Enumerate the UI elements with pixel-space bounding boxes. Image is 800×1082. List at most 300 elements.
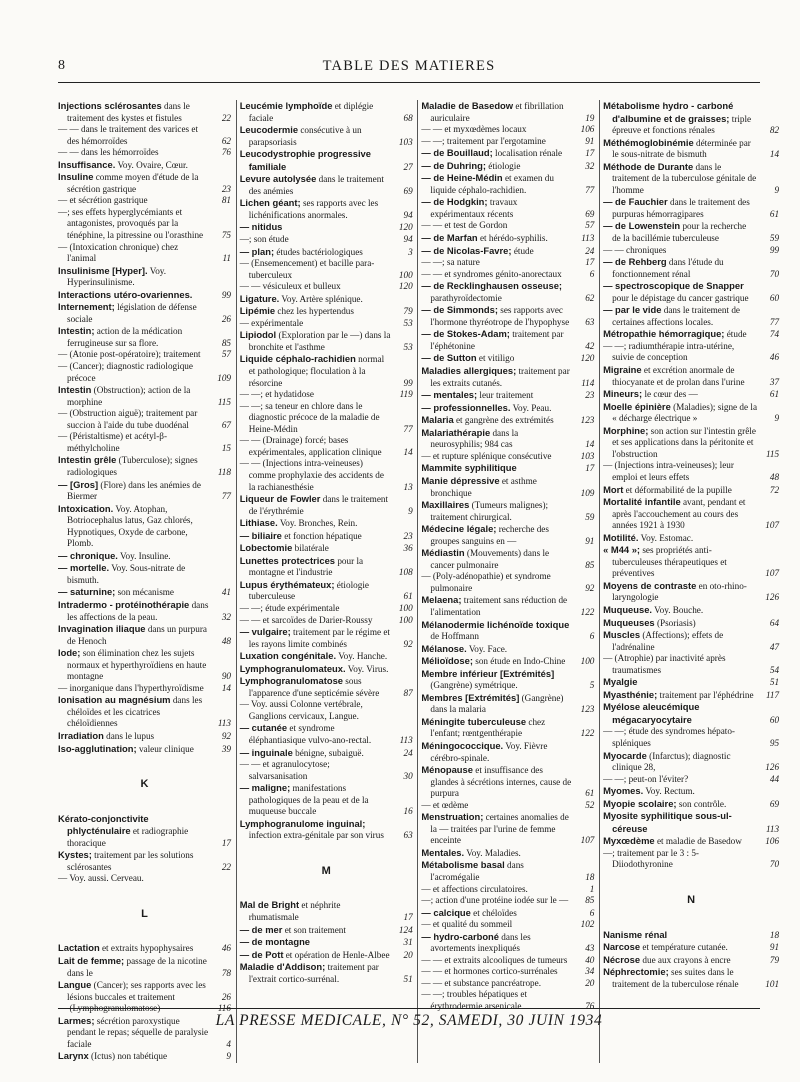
entry-text: valeur clinique [136, 743, 194, 754]
index-entry [603, 848, 779, 871]
entry-page-number: 78 [221, 967, 231, 978]
entry-page-number: 24 [403, 747, 413, 758]
index-entry [421, 919, 594, 931]
entry-page-number: 92 [585, 582, 595, 593]
entry-text: de Hoffmann [430, 631, 479, 642]
entry-text: ses propriétés anti-tuberculeuses thérapeutiques et préventives [612, 545, 727, 579]
entry-text: bénigne, subaiguë. [292, 747, 364, 758]
entry-heading: Kérato-conjonctivite phlycténulaire [58, 812, 149, 837]
entry-text: action de la médication ferrugineuse sur sa flore. [67, 326, 183, 348]
entry-heading: — de Bouillaud; [421, 147, 493, 159]
index-entry [421, 931, 594, 955]
entry-heading: Interactions utéro-ovariennes. [58, 288, 193, 300]
entry-page-number: 81 [221, 195, 231, 206]
index-entry [240, 305, 413, 318]
index-entry [240, 782, 413, 818]
entry-heading: — de Marfan [421, 232, 478, 244]
entry-heading: Métabolisme basal [421, 859, 505, 871]
entry-page-number: 68 [403, 112, 413, 123]
entry-page-number: 17 [585, 463, 595, 474]
entry-page-number: 74 [769, 329, 780, 340]
index-entry [603, 496, 779, 532]
entry-page-number: 57 [221, 349, 231, 360]
entry-text: Voy. Fièvre cérébro-spinale. [430, 740, 548, 763]
entry-text: dans les chéloïdes et les cicatrices chéloïdiennes [67, 695, 203, 729]
index-entry [421, 280, 594, 304]
entry-text: — —; étude des syndromes hépato-spléniques [603, 726, 735, 748]
entry-text: — —; sa nature [421, 257, 480, 268]
entry-heading: — par le vide [603, 304, 662, 316]
index-entry [240, 722, 413, 746]
entry-heading: — de Stokes-Adam; [421, 328, 510, 340]
entry-heading: Myocarde [603, 749, 647, 761]
entry-heading: Lobectomie [239, 542, 293, 554]
entry-page-number: 41 [221, 587, 231, 598]
entry-text: déterminée par le sous-nitrate de bismuth [612, 137, 751, 160]
entry-heading: Myosite syphilitique sous-ul-céreuse [603, 810, 732, 834]
entry-text: traitement par l'extrait cortico-surrénal. [248, 962, 379, 984]
entry-heading: Muqueuses [603, 616, 655, 628]
entry-text: — — (Injections intra-veineuses) comme prophylaxie des accidents de la rachianesthésie [239, 458, 384, 492]
entry-heading: — hydro-carboné [421, 930, 499, 942]
entry-text: recherche des groupes sanguins en — [430, 524, 549, 546]
entry-heading: Mélanose. [421, 642, 467, 654]
index-entry [421, 847, 594, 860]
index-entry [58, 207, 231, 242]
index-entry [603, 966, 779, 990]
section-letter: K [140, 778, 149, 791]
entry-text: et radiographie thoracique [67, 826, 189, 848]
entry-text: et déformabilité de la pupille [623, 484, 732, 495]
index-entry [58, 873, 231, 885]
index-entry [421, 499, 594, 523]
entry-page-number: 95 [769, 737, 780, 748]
entry-heading: Métabolisme hydro - carboné d'albumine et de graisses; [603, 100, 734, 124]
entry-page-number: 92 [403, 638, 413, 649]
index-entry [603, 750, 779, 774]
entry-page-number: 94 [403, 209, 413, 220]
entry-heading: Moyens de contraste [603, 579, 697, 591]
index-entry [603, 137, 779, 161]
index-entry [421, 475, 594, 499]
entry-heading: — saturnine; [58, 586, 116, 598]
index-entry [58, 124, 231, 147]
index-entry [58, 454, 231, 478]
entry-page-number: 51 [403, 973, 413, 984]
entry-heading: Ionisation au magnésium [58, 694, 171, 706]
entry-text: — et sécrétion gastrique [58, 195, 148, 206]
entry-text: et son traitement [282, 924, 346, 935]
index-entry [58, 849, 231, 873]
entry-text: — — et myxœdèmes locaux [421, 124, 527, 135]
index-entry [421, 257, 594, 269]
entry-heading: Ligature. [239, 292, 280, 304]
entry-text: —; son étude [239, 234, 289, 245]
entry-page-number: 120 [580, 353, 595, 364]
entry-heading: Insulinisme [Hyper]. [58, 264, 148, 276]
index-entry [58, 242, 231, 265]
index-entry [240, 493, 413, 517]
index-entry [58, 195, 231, 207]
entry-page-number: 126 [765, 592, 780, 603]
entry-text: et extraits hypophysaires [99, 943, 194, 954]
index-entry [603, 617, 779, 630]
entry-heading: Morphine; [603, 424, 649, 436]
entry-text: dans le traitement de la tuberculose génitale de l'homme [612, 161, 757, 195]
entry-page-number: 26 [221, 313, 231, 324]
entry-page-number: 9 [774, 184, 780, 195]
entry-text: dans la neurosyphilis; 984 cas [430, 427, 519, 450]
index-entry [603, 653, 779, 676]
entry-text: études bactériologiques [274, 246, 363, 257]
index-entry [240, 626, 413, 650]
entry-page-number: 101 [765, 978, 780, 989]
index-entry [240, 675, 413, 699]
index-entry [240, 246, 413, 259]
index-entry [421, 100, 594, 124]
entry-heading: Maxillaires [421, 499, 470, 511]
entry-text: (Tuberculose); signes radiologiques [67, 455, 198, 477]
index-entry [603, 341, 779, 364]
entry-text: (Mouvements) dans le cancer pulmonaire [430, 548, 550, 570]
entry-page-number: 9 [226, 1051, 231, 1062]
entry-text: pour le dépistage du cancer gastrique [612, 292, 749, 303]
entry-page-number: 26 [221, 991, 231, 1002]
entry-text: — — (Drainage) forcé; bases expérimentales, application clinique [239, 435, 382, 457]
entry-text: due aux crayons à encre [640, 954, 731, 965]
entry-page-number: 6 [589, 907, 595, 918]
entry-text: — — dans les hémorroïdes [58, 147, 159, 158]
entry-page-number: 116 [217, 1003, 231, 1014]
entry-text: Voy. Face. [466, 643, 508, 654]
entry-heading: Intestin [58, 384, 92, 396]
entry-heading: Iso-agglutination; [58, 742, 137, 754]
entry-text: manifestations pathologiques de la peau et de la muqueuse buccale [248, 783, 369, 817]
entry-page-number: 61 [403, 591, 413, 602]
index-entry [240, 517, 413, 530]
entry-heading: Mineurs; [603, 388, 643, 400]
index-entry [603, 785, 779, 798]
index-entry [421, 427, 594, 451]
entry-heading: Invagination iliaque [58, 623, 146, 635]
entry-page-number: 54 [769, 664, 780, 675]
entry-heading: Internement; [58, 301, 115, 313]
index-entry [421, 643, 594, 656]
index-entry [58, 743, 231, 756]
entry-heading: Larynx [58, 1050, 89, 1062]
entry-heading: — cutanée [239, 722, 288, 734]
index-entry [240, 530, 413, 543]
entry-text: pour la recherche de la bacillémie tuberculeuse [612, 221, 747, 244]
index-entry [603, 100, 779, 137]
entry-text: — (Atrophie) par inactivité après traumatismes [603, 653, 726, 675]
entry-heading: Méthode de Durante [603, 160, 694, 172]
index-entry [58, 147, 231, 159]
index-entry [603, 280, 779, 304]
entry-text: traitement par le régime et les rayons limite combinés [248, 627, 390, 649]
entry-page-number: 69 [403, 185, 413, 196]
entry-page-number: 22 [221, 861, 231, 872]
index-entry [603, 196, 779, 220]
entry-heading: Médiastin [421, 547, 465, 559]
entry-heading: Insuline [58, 171, 94, 183]
entry-text: (Flore) dans les anémies de Biermer [67, 479, 201, 502]
entry-page-number: 94 [403, 234, 413, 245]
entry-text: leur traitement [477, 390, 534, 401]
index-entry [240, 100, 413, 124]
entry-page-number: 22 [221, 112, 231, 123]
index-entry [240, 899, 413, 923]
entry-text: — — et hormones cortico-surrénales [421, 966, 558, 977]
entry-heading: Maladie d'Addison; [239, 961, 326, 973]
index-entry [240, 747, 413, 760]
entry-text: — —; peut-on l'éviter? [603, 773, 689, 784]
index-entry [603, 941, 779, 954]
entry-text: dans les affections de la peau. [67, 599, 209, 622]
entry-text: — — et extraits alcooliques de tumeurs [421, 954, 568, 965]
entry-text: certaines anomalies de la — traitées par l'urine de femme enceinte [430, 812, 569, 846]
entry-page-number: 60 [769, 714, 780, 725]
entry-page-number: 20 [585, 977, 595, 988]
index-entry [240, 401, 413, 436]
entry-page-number: 124 [398, 924, 413, 935]
entry-text: Voy. Maladies. [464, 847, 521, 858]
index-entry [603, 676, 779, 689]
entry-page-number: 75 [221, 230, 231, 241]
entry-page-number: 67 [221, 419, 231, 430]
index-entry [58, 408, 231, 431]
entry-heading: Médecine légale; [421, 523, 497, 535]
index-entry [240, 234, 413, 246]
entry-heading: Langue [58, 979, 92, 991]
entry-heading: Intradermo - protéinothérapie [58, 598, 190, 610]
entry-text: et fonction hépatique [281, 530, 362, 541]
entry-page-number: 47 [769, 641, 780, 652]
entry-text: et examen du liquide céphalo-rachidien. [430, 173, 554, 195]
entry-page-number: 120 [398, 281, 413, 292]
entry-page-number: 16 [403, 806, 413, 817]
entry-page-number: 57 [585, 220, 595, 231]
entry-page-number: 106 [580, 124, 595, 135]
entry-text: —; action d'une protéine iodée sur le — [421, 895, 569, 906]
entry-heading: Irradiation [58, 729, 104, 741]
entry-page-number: 85 [585, 559, 595, 570]
index-entry [58, 265, 231, 289]
entry-page-number: 23 [221, 183, 231, 194]
entry-page-number: 77 [585, 184, 595, 195]
entry-text: sécrétion paroxystique pendant le repas; séquelle de paralysie faciale [67, 1015, 209, 1049]
entry-heading: — maligne; [239, 782, 291, 794]
entry-page-number: 76 [585, 1001, 595, 1012]
entry-text: sous l'apparence d'une septicémie sévère [248, 676, 380, 698]
entry-page-number: 70 [769, 268, 780, 279]
entry-page-number: 59 [769, 233, 780, 244]
entry-page-number: 6 [589, 631, 595, 642]
entry-page-number: 15 [221, 442, 231, 453]
entry-heading: — de Heine-Médin [421, 172, 503, 184]
entry-page-number: 107 [765, 520, 780, 531]
entry-heading: Lipémie [239, 305, 276, 317]
index-entry [421, 764, 594, 800]
entry-page-number: 17 [221, 837, 231, 848]
entry-text: ses rapports avec les lichénifications anormales. [248, 198, 379, 220]
entry-text: traitement sans réduction de l'alimentation [430, 595, 568, 617]
entry-text: consécutive à un parapsoriasis [248, 125, 362, 147]
entry-page-number: 13 [403, 481, 413, 492]
index-entry [240, 924, 413, 937]
entry-heading: Lunettes protectrices [239, 554, 336, 566]
index-entry [240, 124, 413, 148]
entry-page-number: 108 [398, 567, 413, 578]
entry-text: triple épreuve et fonctions rénales [612, 113, 752, 136]
entry-heading: Kystes; [58, 849, 92, 861]
index-entry [421, 692, 594, 716]
index-entry [603, 364, 779, 388]
index-entry [240, 435, 413, 458]
index-entry [58, 289, 231, 302]
entry-text: — (Ensemencement) et bacille para-tuberculeux [239, 258, 375, 280]
entry-heading: Mentales. [421, 846, 465, 858]
entry-page-number: 46 [769, 352, 780, 363]
index-entry [421, 220, 594, 232]
entry-text: localisation rénale [492, 148, 563, 159]
entry-page-number: 14 [403, 446, 413, 457]
index-entry [240, 293, 413, 306]
entry-heading: Lymphogranulomatose [239, 675, 343, 687]
entry-page-number: 4 [226, 1038, 231, 1049]
entry-text: son action sur l'intestin grêle et ses applications dans la péritonite et l'obstruction [612, 425, 756, 459]
entry-heading: Injections sclérosantes [58, 100, 162, 111]
entry-page-number: 91 [585, 535, 595, 546]
entry-text: dans le traitement des purpuras hémorragipares [612, 197, 750, 219]
entry-page-number: 32 [585, 160, 595, 171]
index-column-1 [58, 100, 231, 1063]
entry-page-number: 17 [585, 148, 595, 159]
section-letter: N [687, 894, 696, 906]
entry-page-number: 51 [769, 677, 780, 688]
entry-page-number: 61 [769, 389, 780, 400]
index-entry [240, 650, 413, 663]
index-entry [421, 895, 594, 907]
entry-page-number: 42 [585, 340, 595, 351]
index-entry [58, 562, 231, 586]
entry-heading: Mélanodermie lichénoïde toxique [421, 618, 570, 630]
entry-heading: Néphrectomie; [603, 966, 669, 978]
entry-page-number: 11 [222, 253, 231, 264]
entry-page-number: 91 [585, 135, 595, 146]
entry-text: — inorganique dans l'hyperthyroïdisme [58, 682, 204, 693]
index-entry [603, 544, 779, 580]
index-entry [421, 571, 594, 594]
entry-text: — expérimentale [239, 317, 304, 328]
entry-heading: — de mer [239, 923, 283, 935]
index-entry [421, 966, 594, 978]
index-entry [240, 318, 413, 330]
index-entry [58, 942, 231, 955]
index-entry [603, 460, 779, 483]
entry-text: Voy. Hyperinsulinisme. [67, 265, 167, 288]
entry-text: — —; et hydatidose [239, 389, 314, 400]
entry-page-number: 62 [221, 135, 231, 146]
entry-text: — (Atonie post-opératoire); traitement [58, 349, 201, 360]
index-entry [421, 328, 594, 352]
index-entry [603, 629, 779, 653]
entry-text: dans le traitement de l'érythrémie [248, 494, 389, 516]
entry-text: traitement par les extraits cutanés. [430, 366, 570, 388]
page-footer [58, 1008, 760, 1033]
entry-heading: Myalgie [603, 676, 638, 688]
entry-page-number: 14 [585, 439, 595, 450]
entry-text: étude [724, 329, 747, 340]
index-entry [421, 859, 594, 883]
entry-heading: Intoxication. [58, 502, 114, 514]
entry-heading: — calcique [421, 906, 471, 918]
entry-heading: — de Fauchier [603, 196, 668, 208]
index-entry [240, 603, 413, 615]
index-entry [421, 655, 594, 668]
entry-text: Voy. Bouche. [652, 604, 704, 615]
entry-page-number: 82 [769, 125, 780, 136]
entry-heading: Lipiodol [239, 329, 277, 341]
entry-text: et gangrène des extrémités [453, 415, 554, 426]
entry-heading: Intestin grêle [58, 454, 117, 466]
entry-text: et fibrillation auriculaire [430, 101, 564, 123]
entry-page-number: 113 [581, 233, 595, 244]
entry-page-number: 122 [580, 606, 595, 617]
entry-text: législation de défense sociale [67, 302, 197, 324]
index-entry [603, 388, 779, 401]
entry-text: — —; troubles hépatiques et érythrodermie arsenicale [421, 989, 528, 1012]
index-column-3 [421, 100, 594, 1063]
index-entry [58, 599, 231, 623]
entry-heading: Myasthénie; [603, 688, 658, 700]
index-entry [421, 160, 594, 173]
entry-heading: Membres [Extrémités] [421, 691, 520, 703]
entry-page-number: 87 [403, 687, 413, 698]
index-column-4 [603, 100, 779, 1063]
entry-heading: Motilité. [603, 531, 639, 543]
entry-page-number: 113 [217, 718, 231, 729]
entry-text: Voy. Bronches, Rein. [277, 518, 358, 529]
entry-page-number: 36 [403, 543, 413, 554]
entry-page-number: 48 [221, 635, 231, 646]
entry-page-number: 100 [580, 656, 595, 667]
entry-text: — (Poly-adénopathie) et syndrome pulmonaire [421, 571, 551, 593]
entry-page-number: 114 [581, 377, 595, 388]
entry-text: (Cancer); ses rapports avec les lésions buccales et traitement [67, 980, 206, 1002]
entry-text: — — et agranulocytose; salvarsanisation [239, 759, 330, 781]
index-entry [58, 159, 231, 172]
entry-text: et opération de Henle-Albee [283, 949, 390, 960]
entry-page-number: 91 [769, 942, 780, 953]
entry-text: — —; traitement par l'ergotamine [421, 135, 546, 146]
entry-page-number: 63 [585, 316, 595, 327]
entry-text: — — et sarcoïdes de Darier-Roussy [239, 614, 373, 625]
entry-heading: Lait de femme; [58, 955, 125, 966]
entry-text: Voy. Ovaire, Cœur. [115, 159, 188, 170]
entry-page-number: 85 [585, 895, 595, 906]
entry-heading: Nanisme rénal [603, 928, 668, 940]
index-entry [421, 619, 594, 643]
entry-text: Voy. Hanche. [336, 651, 388, 662]
index-entry [58, 550, 231, 563]
entry-heading: Mammite syphilitique [421, 462, 517, 474]
entry-text: et diplégie faciale [248, 101, 374, 123]
index-entry [421, 547, 594, 571]
index-entry [240, 579, 413, 603]
entry-page-number: 18 [769, 929, 780, 940]
entry-page-number: 100 [398, 614, 413, 625]
